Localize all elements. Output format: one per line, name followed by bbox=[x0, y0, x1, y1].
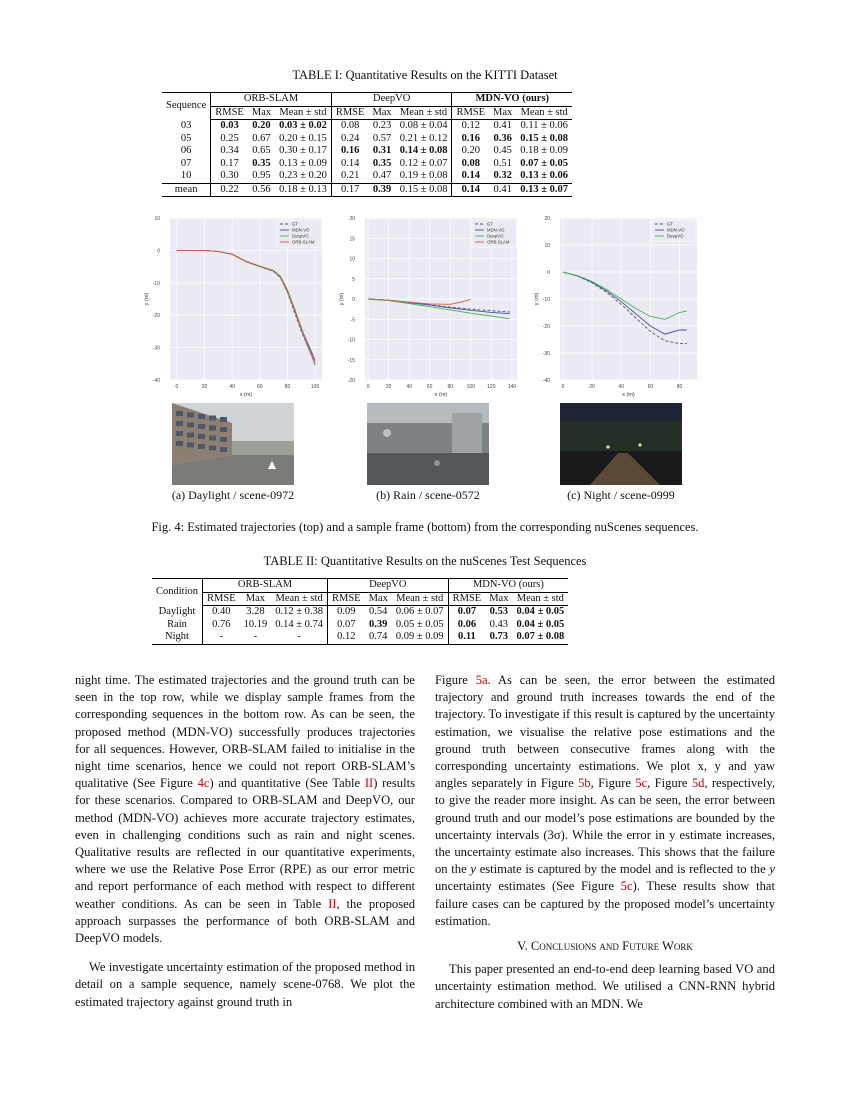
table-row bbox=[162, 145, 572, 158]
table-cell: 0.08 bbox=[461, 157, 480, 169]
table-cell: 0.15 ± 0.08 bbox=[396, 183, 452, 197]
street-light bbox=[638, 443, 641, 446]
x-tick-label: 0 bbox=[366, 384, 370, 390]
nuscenes-results-table bbox=[152, 578, 568, 645]
street-light bbox=[606, 445, 609, 448]
table-cell: 0.13 ± 0.06 bbox=[520, 170, 569, 181]
table-cell: 0.21 ± 0.12 bbox=[396, 133, 452, 146]
table-row-label: 05 bbox=[162, 133, 211, 146]
window bbox=[176, 421, 183, 426]
table-cell: 0.07 bbox=[457, 606, 477, 617]
raindrop bbox=[434, 460, 440, 466]
table-cell: 0.18 ± 0.09 bbox=[520, 145, 569, 156]
table-cell: 0.53 bbox=[489, 606, 509, 617]
table-row bbox=[162, 133, 572, 146]
table-row-label: 10 bbox=[162, 170, 211, 183]
table-group-header: DeepVO bbox=[328, 579, 449, 593]
chart-daylight bbox=[140, 214, 330, 404]
table-subheader: RMSE bbox=[211, 106, 248, 120]
table-row bbox=[152, 631, 568, 644]
table-cell: 0.40 bbox=[212, 606, 231, 617]
figure-link-4c[interactable]: 4c bbox=[197, 776, 210, 791]
window bbox=[209, 426, 216, 431]
table-subheader: Mean ± std bbox=[516, 106, 572, 120]
y-tick-label: 10 bbox=[544, 243, 550, 249]
table-cell: 0.57 bbox=[372, 132, 392, 144]
table-cell: 0.05 ± 0.05 bbox=[392, 619, 448, 632]
table-cell: 0.25 bbox=[220, 132, 239, 144]
table-cell: 0.14 bbox=[461, 170, 480, 181]
x-tick-label: 0 bbox=[561, 384, 565, 390]
legend-entry: MDN-VO bbox=[487, 227, 505, 233]
table-subheader: Mean ± std bbox=[271, 592, 327, 606]
y-tick-label: -30 bbox=[152, 345, 160, 352]
table-cell: 0.39 bbox=[369, 618, 388, 630]
table-cell: 0.23 bbox=[372, 120, 392, 131]
table-cell: 0.07 ± 0.05 bbox=[520, 157, 569, 169]
table-group-header: MDN-VO (ours) bbox=[452, 93, 572, 107]
table-link-ii[interactable]: II bbox=[328, 896, 337, 911]
table1-caption: TABLE I: Quantitative Results on the KITTI Dataset bbox=[292, 68, 558, 82]
window bbox=[187, 443, 194, 448]
table-cell: 0.17 bbox=[220, 157, 239, 169]
x-tick-label: 80 bbox=[284, 384, 291, 390]
window bbox=[198, 444, 205, 449]
table-cell: 0.65 bbox=[252, 145, 271, 156]
table-row bbox=[162, 170, 572, 183]
table-cell: 0.35 bbox=[372, 157, 392, 169]
x-tick-label: 100 bbox=[466, 384, 475, 390]
table-cell: 0.47 bbox=[372, 170, 392, 181]
table-header-first: Sequence bbox=[162, 93, 211, 120]
window bbox=[187, 423, 194, 428]
table-cell: 0.08 ± 0.04 bbox=[396, 120, 452, 133]
table-cell: 0.20 bbox=[252, 120, 271, 131]
x-axis-label: x (m) bbox=[622, 392, 635, 398]
x-tick-label: 40 bbox=[618, 384, 624, 390]
table-cell: 0.08 bbox=[340, 120, 360, 131]
legend-entry: GT bbox=[292, 221, 298, 227]
table-cell: 0.12 bbox=[328, 631, 365, 644]
table-cell: 0.14 bbox=[340, 157, 360, 169]
window bbox=[198, 434, 205, 439]
trees-silhouette bbox=[560, 421, 682, 451]
table-cell: 0.19 ± 0.08 bbox=[396, 170, 452, 183]
figure-link-5a[interactable]: 5a bbox=[475, 673, 488, 687]
table-cell: 0.39 bbox=[368, 183, 395, 197]
y-axis-label: y (m) bbox=[534, 292, 540, 306]
y-tick-label: -40 bbox=[152, 378, 160, 384]
window bbox=[187, 433, 194, 438]
table-cell: 0.34 bbox=[220, 145, 239, 156]
y-axis-label: y (m) bbox=[339, 292, 345, 306]
figure-link-5c[interactable]: 5c bbox=[635, 776, 648, 791]
x-tick-label: 60 bbox=[426, 384, 433, 390]
table-cell: 0.12 bbox=[461, 120, 480, 131]
wet-road bbox=[367, 453, 489, 485]
tower bbox=[452, 413, 482, 453]
table-cell: 3.28 bbox=[246, 606, 265, 617]
table-group-header: ORB-SLAM bbox=[211, 93, 332, 107]
y-tick-label: 20 bbox=[544, 216, 550, 222]
photo-rain bbox=[367, 403, 489, 485]
y-tick-label: -15 bbox=[347, 357, 355, 364]
legend-entry: MDN-VO bbox=[292, 227, 310, 233]
table-cell: 0.30 bbox=[220, 170, 239, 181]
table-link-ii[interactable]: II bbox=[364, 776, 374, 791]
table-cell: 0.21 bbox=[340, 170, 360, 181]
table-subheader: Max bbox=[240, 592, 272, 606]
y-tick-label: -20 bbox=[152, 313, 160, 320]
window bbox=[176, 411, 183, 416]
table-header-first: Condition bbox=[152, 579, 203, 606]
table-row-label: mean bbox=[162, 183, 211, 197]
table-subheader: RMSE bbox=[452, 106, 489, 120]
table-cell: 0.04 ± 0.05 bbox=[516, 618, 565, 630]
legend-entry: DeepVO bbox=[292, 233, 309, 239]
table-cell: 0.06 ± 0.07 bbox=[392, 606, 448, 619]
table-cell: 0.95 bbox=[252, 170, 271, 181]
left-column bbox=[75, 672, 415, 1011]
legend bbox=[652, 220, 696, 241]
table-cell: 0.11 bbox=[448, 631, 485, 644]
window bbox=[220, 437, 227, 442]
table-subheader: Mean ± std bbox=[275, 106, 331, 120]
table-cell: 0.41 bbox=[493, 120, 512, 131]
table-cell: 0.45 bbox=[493, 145, 512, 156]
table-row-label: 06 bbox=[162, 145, 211, 158]
table-subheader: Max bbox=[365, 592, 392, 606]
window bbox=[176, 431, 183, 436]
legend bbox=[472, 220, 516, 247]
x-tick-label: 80 bbox=[676, 384, 683, 390]
table-row-label: Rain bbox=[152, 619, 203, 632]
y-tick-label: -10 bbox=[152, 280, 160, 287]
y-axis-label: y (m) bbox=[144, 292, 150, 306]
table-cell: 0.24 bbox=[340, 132, 360, 144]
table-cell: 0.56 bbox=[248, 183, 275, 197]
table-subheader: Max bbox=[489, 106, 516, 120]
table-cell: - bbox=[240, 631, 272, 644]
table-subheader: Max bbox=[248, 106, 275, 120]
y-tick-label: 5 bbox=[352, 276, 355, 283]
table-cell: 0.74 bbox=[365, 631, 392, 644]
table-cell: 0.14 ± 0.08 bbox=[396, 145, 452, 158]
left-paragraph-2: We investigate uncertainty estimation of the proposed method in detail on a sample sequence, namely scene-0768. We plot the estimated trajectory against ground truth in bbox=[75, 960, 415, 1009]
window bbox=[198, 424, 205, 429]
table-cell: 0.23 ± 0.20 bbox=[275, 170, 331, 183]
window bbox=[176, 441, 183, 446]
table-cell: 0.18 ± 0.13 bbox=[275, 183, 331, 197]
table-subheader: RMSE bbox=[328, 592, 365, 606]
table-row bbox=[162, 158, 572, 171]
x-tick-label: 20 bbox=[589, 384, 595, 390]
table-cell: 0.14 bbox=[452, 183, 489, 197]
table-cell: 0.41 bbox=[489, 183, 516, 197]
legend-entry: GT bbox=[487, 221, 493, 227]
table-row-label: 07 bbox=[162, 158, 211, 171]
photo-daylight bbox=[172, 403, 294, 485]
table-cell: 0.30 ± 0.17 bbox=[275, 145, 331, 158]
legend bbox=[277, 220, 321, 247]
table-cell: 0.16 bbox=[461, 132, 480, 144]
y-tick-label: -40 bbox=[542, 378, 550, 384]
table-cell: - bbox=[203, 631, 240, 644]
table-cell: 0.43 bbox=[489, 618, 509, 630]
window bbox=[209, 416, 216, 421]
subcaption-daylight: (a) Daylight / scene-0972 bbox=[171, 488, 295, 502]
left-paragraph-1: night time. The estimated trajectories and the ground truth can be seen in the top row, while we display sample frames from the corresponding sequences in the bottom row. As can be seen, the proposed method (MDN-VO) successfully produces trajectories for all sequences. However, ORB-SLAM failed to initialise in the night time scenarios, hence we could not report ORB-SLAM’s qualitative (See Figure 4c) and quantitative (See Table II) results for these scenarios. Compared to ORB-SLAM and DeepVO, our method (MDN-VO) achieves more accurate trajectory estimates, even in challenging conditions such as rain and night scenes. Qualitative results are reflected in our quantitative experiments, where we use the Relative Pose Error (RPE) as our error metric and report performance of each method with respect to different weather conditions. As can be seen in Table II, the proposed approach surpasses the performance of both ORB-SLAM and DeepVO models. bbox=[75, 673, 416, 946]
table-subheader: Mean ± std bbox=[392, 592, 448, 606]
x-tick-label: 80 bbox=[447, 384, 454, 390]
legend-entry: DeepVO bbox=[667, 233, 684, 239]
table-cell: 0.22 bbox=[211, 183, 248, 197]
x-axis-label: x (m) bbox=[434, 392, 448, 398]
trees bbox=[232, 441, 294, 455]
y-tick-label: 15 bbox=[349, 236, 355, 243]
legend-entry: MDN-VO bbox=[667, 227, 685, 233]
table-cell: 0.54 bbox=[369, 606, 388, 617]
table-cell: 0.32 bbox=[493, 170, 512, 181]
table-row bbox=[162, 183, 572, 197]
window bbox=[220, 417, 227, 422]
legend-entry: DeepVO bbox=[487, 233, 504, 239]
table-cell: 0.12 ± 0.07 bbox=[396, 158, 452, 171]
table-row bbox=[152, 606, 568, 619]
table-cell: 10.19 bbox=[243, 618, 268, 630]
table-cell: 0.09 ± 0.09 bbox=[392, 631, 448, 644]
table-cell: 0.35 bbox=[252, 157, 271, 169]
table-cell: 0.07 bbox=[337, 618, 356, 630]
x-tick-label: 40 bbox=[406, 384, 412, 390]
table-subheader: Mean ± std bbox=[512, 592, 568, 606]
table-subheader: Max bbox=[485, 592, 512, 606]
window bbox=[198, 414, 205, 419]
table-cell: 0.13 ± 0.07 bbox=[516, 183, 572, 197]
table-cell: 0.14 ± 0.74 bbox=[271, 619, 327, 632]
chart-night bbox=[530, 214, 705, 404]
x-tick-label: 40 bbox=[229, 384, 235, 390]
table-subheader: RMSE bbox=[448, 592, 485, 606]
table-row bbox=[152, 619, 568, 632]
table-cell: 0.17 bbox=[331, 183, 368, 197]
x-tick-label: 120 bbox=[487, 384, 496, 390]
x-axis-label: x (m) bbox=[239, 392, 253, 398]
y-tick-label: -20 bbox=[347, 378, 355, 384]
y-tick-label: -5 bbox=[350, 317, 355, 324]
window bbox=[209, 446, 216, 451]
y-tick-label: 20 bbox=[349, 216, 355, 222]
subcaption-night: (c) Night / scene-0999 bbox=[567, 488, 675, 502]
raindrop bbox=[383, 429, 391, 437]
y-tick-label: 0 bbox=[352, 297, 355, 303]
table-subheader: Mean ± std bbox=[396, 106, 452, 120]
table-subheader: RMSE bbox=[203, 592, 240, 606]
table-cell: 0.20 ± 0.15 bbox=[275, 133, 331, 146]
kitti-results-table bbox=[162, 92, 572, 197]
window bbox=[220, 447, 227, 452]
table-group-header: ORB-SLAM bbox=[203, 579, 328, 593]
x-tick-label: 20 bbox=[385, 384, 392, 390]
window bbox=[220, 427, 227, 432]
figure-link-5d[interactable]: 5d bbox=[691, 776, 705, 791]
photo-night bbox=[560, 403, 682, 485]
table-cell: 0.51 bbox=[493, 157, 512, 169]
legend-entry: ORB-SLAM bbox=[487, 239, 510, 245]
right-paragraph-2: This paper presented an end-to-end deep learning based VO and uncertainty estimation method. We utilised a CNN-RNN hybrid architecture combined with an MDN. We bbox=[435, 962, 775, 1011]
table-row-label: Night bbox=[152, 631, 203, 644]
legend-entry: ORB-SLAM bbox=[292, 239, 315, 245]
table-cell: 0.76 bbox=[212, 618, 231, 630]
table-cell: 0.36 bbox=[493, 132, 512, 144]
table-cell: 0.67 bbox=[252, 132, 271, 144]
table-cell: 0.06 bbox=[457, 618, 477, 630]
table2-caption: TABLE II: Quantitative Results on the nuScenes Test Sequences bbox=[263, 554, 587, 568]
table-cell: 0.20 bbox=[461, 145, 480, 156]
table-group-header: MDN-VO (ours) bbox=[448, 579, 568, 593]
table-cell: 0.73 bbox=[485, 631, 512, 644]
table-subheader: Max bbox=[368, 106, 395, 120]
subcaption-rain: (b) Rain / scene-0572 bbox=[376, 488, 480, 502]
fig4-caption: Fig. 4: Estimated trajectories (top) and a sample frame (bottom) from the corresponding nuScenes sequences. bbox=[151, 520, 699, 534]
table-cell: 0.15 ± 0.08 bbox=[520, 132, 569, 144]
table-cell: 0.13 ± 0.09 bbox=[275, 158, 331, 171]
right-column bbox=[435, 672, 775, 1013]
x-tick-label: 20 bbox=[201, 384, 208, 390]
table-subheader: RMSE bbox=[331, 106, 368, 120]
x-tick-label: 140 bbox=[507, 384, 517, 390]
table-row bbox=[162, 120, 572, 133]
y-tick-label: -10 bbox=[542, 297, 550, 303]
table-cell: 0.11 ± 0.06 bbox=[520, 120, 568, 131]
table-cell: 0.09 bbox=[337, 606, 356, 617]
chart-rain bbox=[335, 214, 525, 404]
figure-link-5b[interactable]: 5b bbox=[578, 776, 591, 791]
table-cell: 0.07 ± 0.08 bbox=[512, 631, 568, 644]
table-row-label: 03 bbox=[162, 120, 211, 133]
y-tick-label: 0 bbox=[547, 270, 550, 276]
y-tick-label: 10 bbox=[349, 256, 355, 263]
table-cell: 0.12 ± 0.38 bbox=[271, 606, 327, 619]
table-cell: 0.03 ± 0.02 bbox=[275, 120, 331, 133]
table-cell: 0.04 ± 0.05 bbox=[516, 606, 565, 617]
y-tick-label: -30 bbox=[542, 351, 550, 357]
x-tick-label: 0 bbox=[175, 384, 179, 390]
table-cell: 0.31 bbox=[372, 145, 392, 156]
x-tick-label: 60 bbox=[257, 384, 263, 390]
y-tick-label: 10 bbox=[154, 216, 160, 222]
table-cell: - bbox=[271, 631, 327, 644]
table-cell: 0.03 bbox=[220, 120, 239, 131]
table-cell: 0.16 bbox=[340, 145, 360, 156]
y-tick-label: -20 bbox=[542, 324, 550, 330]
legend-entry: GT bbox=[667, 221, 673, 227]
section-heading: V. Conclusions and Future Work bbox=[517, 939, 693, 954]
window bbox=[187, 413, 194, 418]
y-tick-label: -10 bbox=[347, 337, 355, 344]
x-tick-label: 100 bbox=[310, 384, 320, 390]
window bbox=[209, 436, 216, 441]
y-tick-label: 0 bbox=[157, 248, 160, 255]
table-row-label: Daylight bbox=[152, 606, 203, 619]
table-group-header: DeepVO bbox=[331, 93, 452, 107]
figure-link-5c[interactable]: 5c bbox=[620, 879, 633, 894]
x-tick-label: 60 bbox=[647, 384, 654, 390]
right-paragraph-1: Figure 5a. As can be seen, the error between the estimated trajectory and ground truth increases towards the end of the trajectory. To investigate if this result is captured by the uncertainty estimation, we visualise the relative pose estimations and the ground truth between consecutive frames along with the corresponding uncertainty estimations. We plot x, y and yaw angles separately in Figure 5b, Figure 5c, Figure 5d, respectively, to give the reader more insight. As can be seen, the error between ground truth and our model’s pose estimations are bounded by the uncertainty intervals (3σ). While the error in y estimate increases, the uncertainty estimate also increases. This shows that the failure on the y estimate is captured by the model and is reflected to the y uncertainty estimates (See Figure 5c). These results show that failure cases can be captured by the proposed model’s uncertainty estimation. bbox=[435, 673, 776, 928]
